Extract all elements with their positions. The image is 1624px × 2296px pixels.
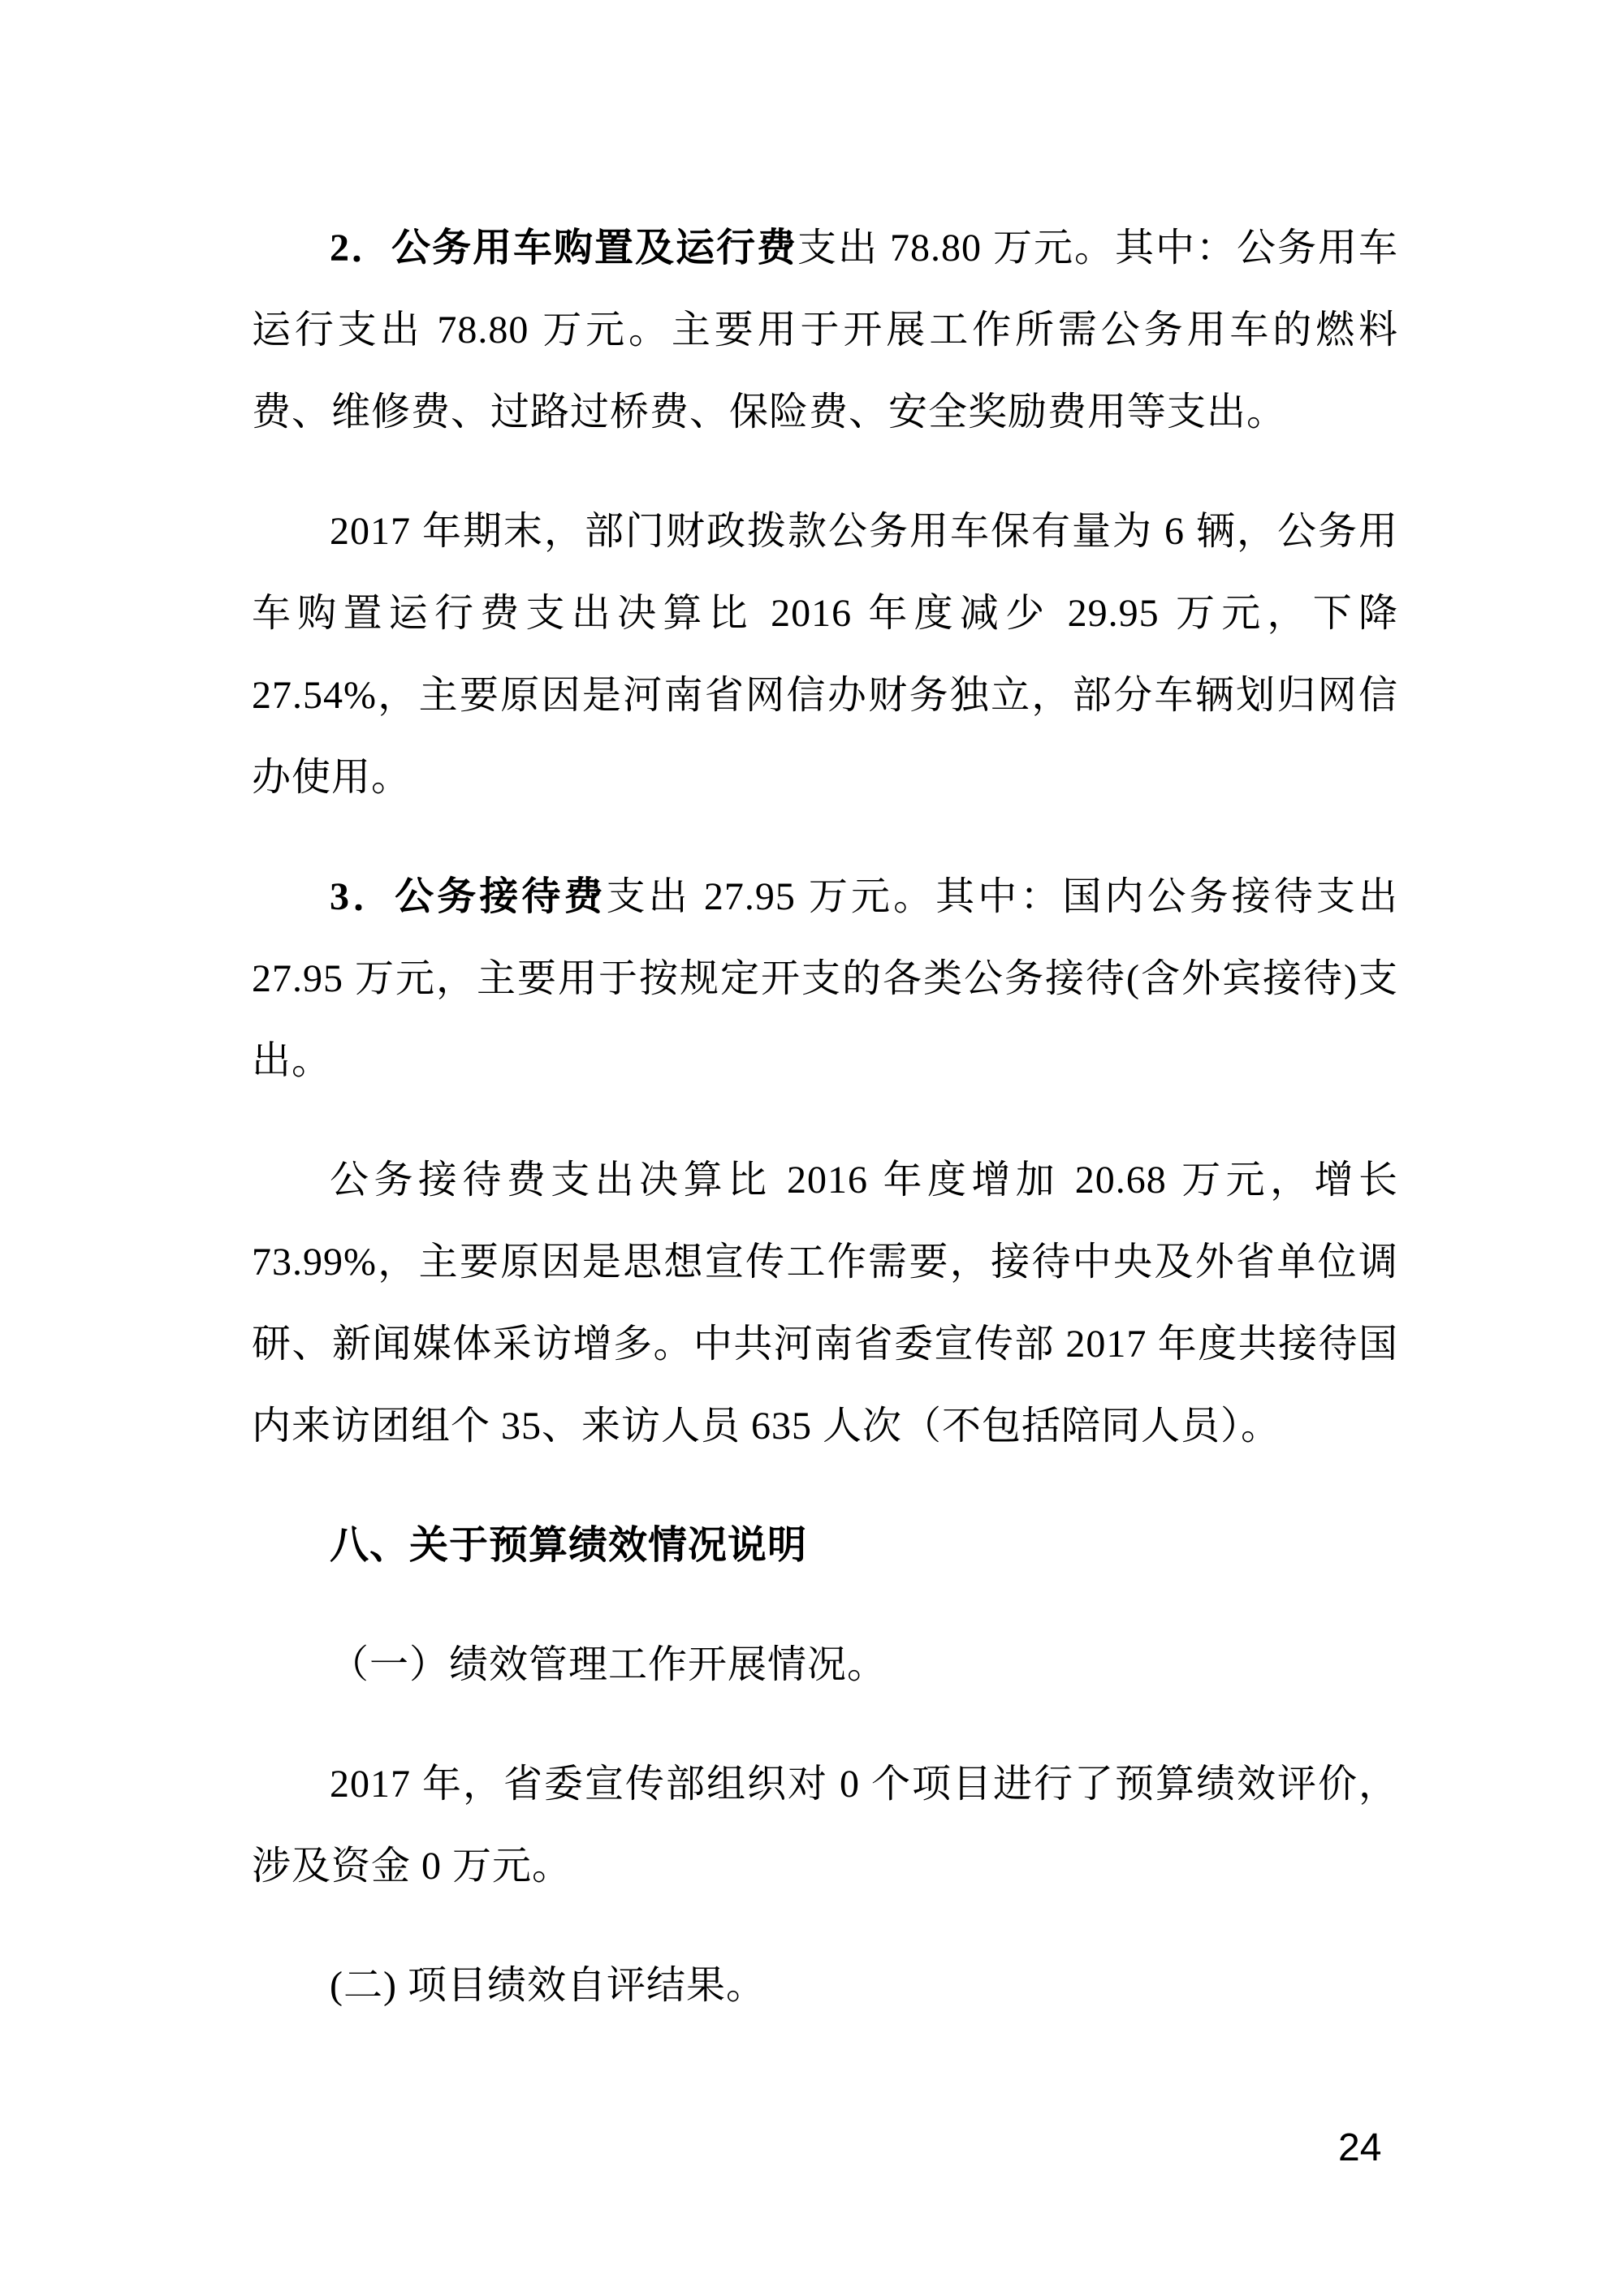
- heading-text: 八、关于预算绩效情况说明: [330, 1524, 808, 1567]
- paragraph-performance-evaluation: [252, 1743, 1398, 1907]
- paragraph-text: 2017 年，省委宣传部组织对 0 个项目进行了预算绩效评价，涉及资金 0 万元。: [252, 1763, 1398, 1888]
- document-body: [252, 207, 1398, 2064]
- section-heading-budget-performance: [252, 1504, 1398, 1586]
- paragraph-reception-comparison: [252, 1139, 1398, 1467]
- page-number: 24: [1338, 2126, 1382, 2169]
- paragraph-text: （一）绩效管理工作开展情况。: [330, 1643, 888, 1686]
- paragraph-vehicle-comparison: [252, 490, 1398, 818]
- subsection-title-performance-management: [252, 1624, 1398, 1706]
- paragraph-text: 2017 年期末，部门财政拨款公务用车保有量为 6 辆，公务用车购置运行费支出决算比 2016 年度减少 29.95 万元，下降 27.54%，主要原因是河南省网信办财务独立，部分车辆划归网信办使用。: [252, 510, 1398, 799]
- paragraph-bold-lead: 2．公务用车购置及运行费: [330, 227, 797, 270]
- paragraph-text: (二) 项目绩效自评结果。: [330, 1964, 766, 2007]
- subsection-title-self-evaluation: [252, 1944, 1398, 2026]
- paragraph-bold-lead: 3．公务接待费: [330, 875, 607, 918]
- paragraph-text: 支出 78.80 万元。其中：公务用车运行支出 78.80 万元。主要用于开展工作所需公务用车的燃料费、维修费、过路过桥费、保险费、安全奖励费用等支出。: [252, 227, 1398, 434]
- paragraph-vehicle-expense: [252, 207, 1398, 453]
- paragraph-text: 公务接待费支出决算比 2016 年度增加 20.68 万元，增长 73.99%，主要原因是思想宣传工作需要，接待中央及外省单位调研、新闻媒体采访增多。中共河南省委宣传部 2017 年度共接待国内来访团组个 35、来访人员 635 人次（不包括陪同人员）。: [252, 1159, 1398, 1448]
- paragraph-text: 支出 27.95 万元。其中：国内公务接待支出 27.95 万元，主要用于按规定开支的各类公务接待(含外宾接待)支出。: [252, 875, 1398, 1082]
- paragraph-reception-expense: [252, 856, 1398, 1102]
